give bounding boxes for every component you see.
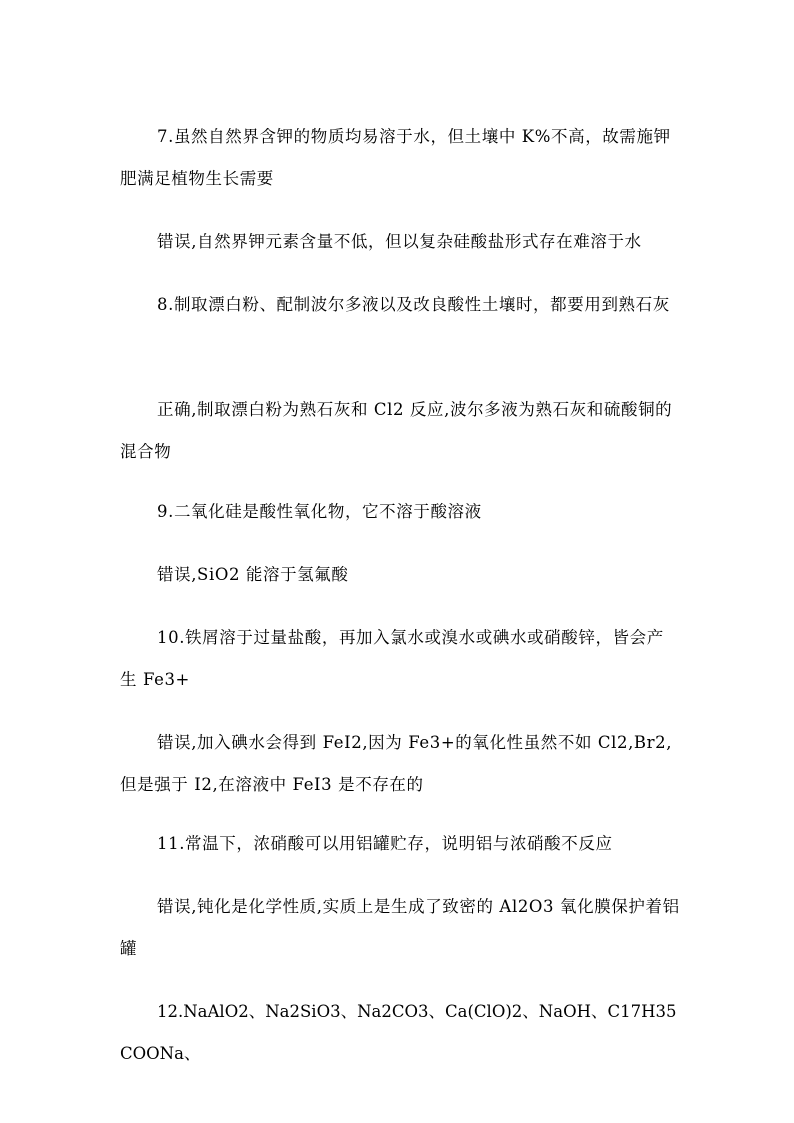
paragraph-question-8: 8.制取漂白粉、配制波尔多液以及改良酸性土壤时，都要用到熟石灰 [157,295,670,314]
paragraph-question-10: 10.铁屑溶于过量盐酸，再加入氯水或溴水或碘水或硝酸锌，皆会产生 Fe3+ [120,628,664,689]
paragraph-answer-11: 错误,钝化是化学性质,实质上是生成了致密的 Al2O3 氧化膜保护着铝罐 [120,897,680,958]
paragraph-question-11: 11.常温下，浓硝酸可以用铝罐贮存，说明铝与浓硝酸不反应 [157,834,613,853]
paragraph-answer-9: 错误,SiO2 能溶于氢氟酸 [157,565,349,584]
paragraph-answer-10: 错误,加入碘水会得到 FeI2,因为 Fe3+的氧化性虽然不如 Cl2,Br2,但是强于 I2,在溶液中 FeI3 是不存在的 [120,733,673,794]
paragraph-answer-7: 错误,自然界钾元素含量不低，但以复杂硅酸盐形式存在难溶于水 [157,232,642,251]
paragraph-answer-8: 正确,制取漂白粉为熟石灰和 Cl2 反应,波尔多液为熟石灰和硫酸铜的混合物 [120,400,673,461]
paragraph-question-12: 12.NaAlO2、Na2SiO3、Na2CO3、Ca(ClO)2、NaOH、C17H35COONa、 [120,1002,677,1063]
paragraph-question-9: 9.二氧化硅是酸性氧化物，它不溶于酸溶液 [157,502,482,521]
paragraph-question-7: 7.虽然自然界含钾的物质均易溶于水，但土壤中 K%不高，故需施钾肥满足植物生长需要 [120,127,671,188]
